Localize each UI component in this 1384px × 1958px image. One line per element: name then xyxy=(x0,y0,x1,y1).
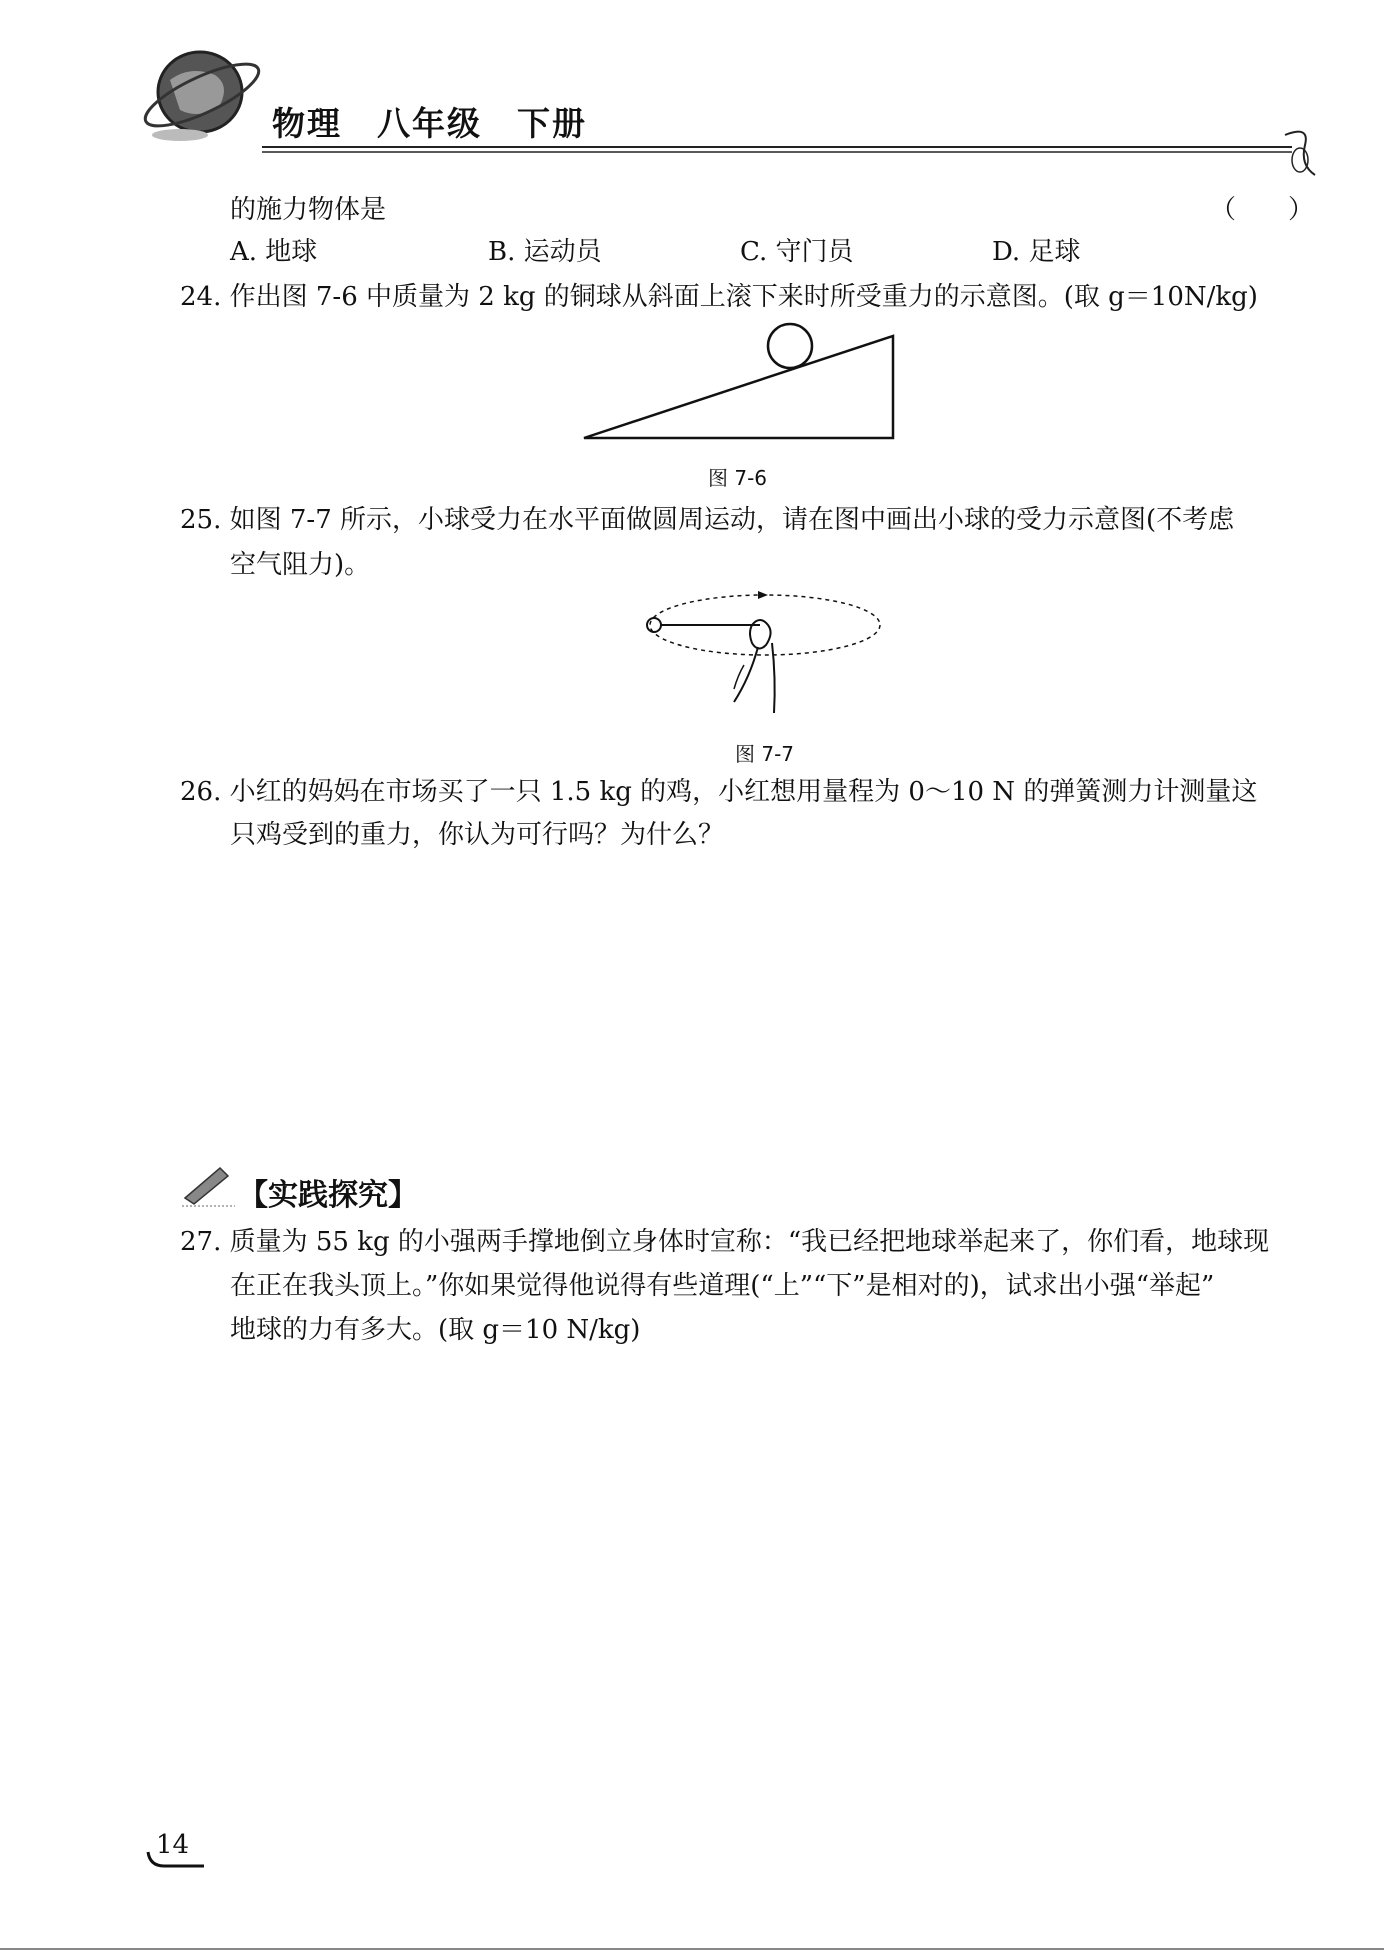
q23-option-a: A. 地球 xyxy=(230,237,318,267)
figure-7-6-caption: 图 7-6 xyxy=(708,466,768,490)
q27-line3: 地球的力有多大。(取 g＝10 N/kg) xyxy=(230,1315,641,1345)
q25-line2: 空气阻力)。 xyxy=(230,550,371,580)
q23-continuation: 的施力物体是 xyxy=(230,195,387,225)
q23-answer-bracket: （ ） xyxy=(1210,195,1315,225)
header-swirl-icon xyxy=(1280,125,1320,185)
q26-line2: 只鸡受到的重力，你认为可行吗？为什么？ xyxy=(230,820,725,850)
q23-options xyxy=(230,232,1230,272)
figure-7-7-circular-motion xyxy=(640,585,890,725)
q23-option-b: B. 运动员 xyxy=(488,237,602,267)
figure-7-7-caption: 图 7-7 xyxy=(735,742,795,766)
page-number: 14 xyxy=(156,1830,190,1860)
q24-text: 24. 作出图 7-6 中质量为 2 kg 的铜球从斜面上滚下来时所受重力的示意图。(取 g＝10N/kg) xyxy=(180,282,1258,312)
page-bottom-rule xyxy=(0,1948,1384,1950)
header-logo xyxy=(140,40,270,150)
q27-line1: 27. 质量为 55 kg 的小强两手撑地倒立身体时宣称：“我已经把地球举起来了，你们看，地球现 xyxy=(180,1227,1270,1257)
page-header-title: 物理 八年级 下册 xyxy=(272,104,587,143)
q25-line1: 25. 如图 7-7 所示，小球受力在水平面做圆周运动，请在图中画出小球的受力示意图(不考虑 xyxy=(180,505,1235,535)
q23-option-c: C. 守门员 xyxy=(740,237,854,267)
q23-option-d: D. 足球 xyxy=(992,237,1081,267)
figure-7-6-incline xyxy=(580,318,900,446)
q27-line2: 在正在我头顶上。”你如果觉得他说得有些道理(“上”“下”是相对的)，试求出小强“举起” xyxy=(230,1271,1215,1301)
section-pen-icon xyxy=(180,1158,240,1208)
section-title: 【实践探究】 xyxy=(238,1178,418,1213)
header-rule xyxy=(262,140,1292,150)
q26-line1: 26. 小红的妈妈在市场买了一只 1.5 kg 的鸡，小红想用量程为 0～10 N 的弹簧测力计测量这 xyxy=(180,777,1258,807)
globe-logo-icon xyxy=(140,40,270,150)
